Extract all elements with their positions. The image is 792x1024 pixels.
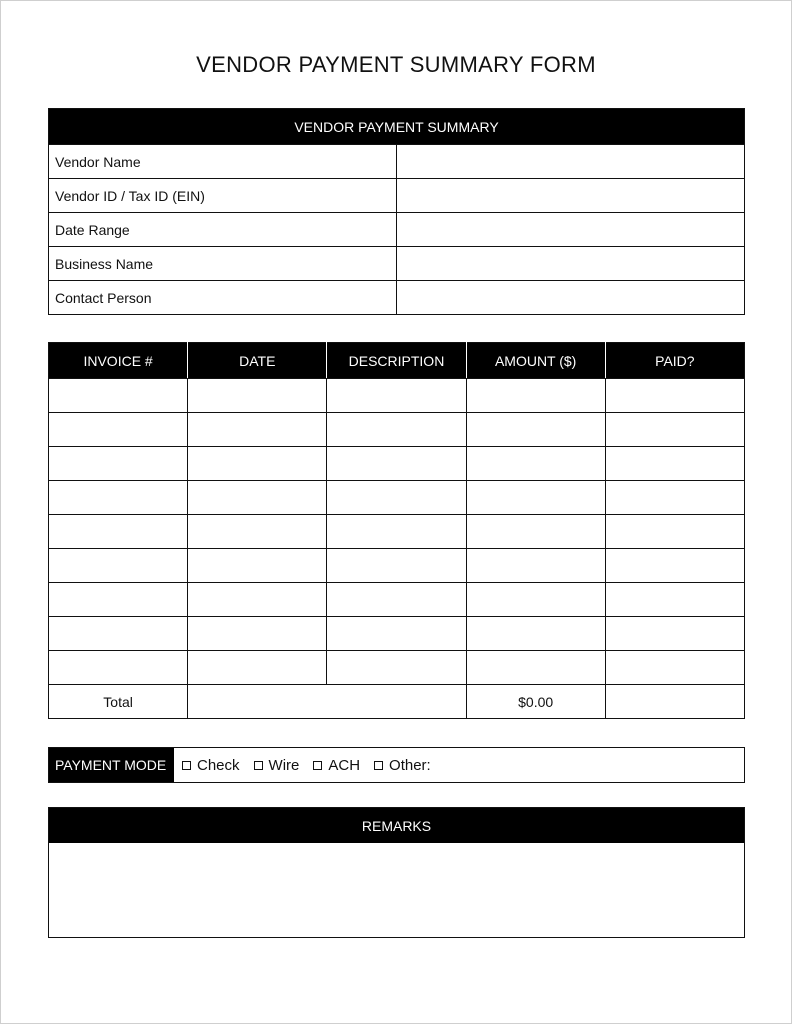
date-range-label: Date Range xyxy=(49,213,397,247)
amount-cell[interactable] xyxy=(466,413,605,447)
summary-row xyxy=(49,179,745,213)
invoice-table xyxy=(48,342,745,719)
payment-option-label: Other: xyxy=(389,756,431,774)
table-row xyxy=(49,515,745,549)
remarks-header: REMARKS xyxy=(49,808,744,843)
date-cell[interactable] xyxy=(188,651,327,685)
amount-cell[interactable] xyxy=(466,651,605,685)
table-row xyxy=(49,413,745,447)
description-cell[interactable] xyxy=(327,413,466,447)
payment-mode-label: PAYMENT MODE xyxy=(49,748,174,782)
description-cell[interactable] xyxy=(327,651,466,685)
invoice-number-cell[interactable] xyxy=(49,549,188,583)
payment-option-other[interactable] xyxy=(374,757,431,774)
amount-cell[interactable] xyxy=(466,515,605,549)
paid-cell[interactable] xyxy=(605,583,744,617)
column-header-paid: PAID? xyxy=(605,343,744,379)
paid-cell[interactable] xyxy=(605,413,744,447)
paid-cell[interactable] xyxy=(605,549,744,583)
paid-cell[interactable] xyxy=(605,447,744,481)
vendor-id-label: Vendor ID / Tax ID (EIN) xyxy=(49,179,397,213)
date-cell[interactable] xyxy=(188,447,327,481)
date-cell[interactable] xyxy=(188,583,327,617)
checkbox-icon[interactable] xyxy=(254,761,263,770)
paid-cell[interactable] xyxy=(605,481,744,515)
date-cell[interactable] xyxy=(188,413,327,447)
description-cell[interactable] xyxy=(327,549,466,583)
invoice-number-cell[interactable] xyxy=(49,515,188,549)
column-header-invoice: INVOICE # xyxy=(49,343,188,379)
description-cell[interactable] xyxy=(327,617,466,651)
business-name-field[interactable] xyxy=(397,247,745,281)
amount-cell[interactable] xyxy=(466,583,605,617)
payment-option-label: Check xyxy=(197,756,240,774)
checkbox-icon[interactable] xyxy=(182,761,191,770)
invoice-number-cell[interactable] xyxy=(49,651,188,685)
vendor-id-field[interactable] xyxy=(397,179,745,213)
payment-option-wire[interactable] xyxy=(254,757,300,774)
remarks-field[interactable] xyxy=(49,843,744,938)
payment-option-ach[interactable] xyxy=(313,757,360,774)
table-row xyxy=(49,447,745,481)
form-title: VENDOR PAYMENT SUMMARY FORM xyxy=(196,52,596,77)
invoice-number-cell[interactable] xyxy=(49,481,188,515)
paid-cell[interactable] xyxy=(605,379,744,413)
vendor-summary-table xyxy=(48,108,745,315)
table-row xyxy=(49,481,745,515)
total-label: Total xyxy=(49,685,188,719)
remarks-section xyxy=(48,807,745,938)
description-cell[interactable] xyxy=(327,481,466,515)
vendor-name-field[interactable] xyxy=(397,145,745,179)
table-row xyxy=(49,583,745,617)
contact-person-label: Contact Person xyxy=(49,281,397,315)
total-amount: $0.00 xyxy=(466,685,605,719)
payment-option-check[interactable] xyxy=(182,757,240,774)
description-cell[interactable] xyxy=(327,515,466,549)
description-cell[interactable] xyxy=(327,447,466,481)
column-header-date: DATE xyxy=(188,343,327,379)
payment-option-label: Wire xyxy=(268,756,300,774)
amount-cell[interactable] xyxy=(466,617,605,651)
total-blank-cell xyxy=(188,685,466,719)
invoice-number-cell[interactable] xyxy=(49,413,188,447)
date-cell[interactable] xyxy=(188,549,327,583)
summary-header: VENDOR PAYMENT SUMMARY xyxy=(49,109,745,145)
amount-cell[interactable] xyxy=(466,481,605,515)
date-cell[interactable] xyxy=(188,481,327,515)
paid-cell[interactable] xyxy=(605,651,744,685)
column-header-amount: AMOUNT ($) xyxy=(466,343,605,379)
table-row xyxy=(49,617,745,651)
invoice-number-cell[interactable] xyxy=(49,447,188,481)
description-cell[interactable] xyxy=(327,583,466,617)
date-cell[interactable] xyxy=(188,617,327,651)
summary-row xyxy=(49,247,745,281)
contact-person-field[interactable] xyxy=(397,281,745,315)
amount-cell[interactable] xyxy=(466,549,605,583)
invoice-number-cell[interactable] xyxy=(49,379,188,413)
invoice-number-cell[interactable] xyxy=(49,583,188,617)
total-paid-cell[interactable] xyxy=(605,685,744,719)
vendor-name-label: Vendor Name xyxy=(49,145,397,179)
date-cell[interactable] xyxy=(188,515,327,549)
summary-row xyxy=(49,213,745,247)
description-cell[interactable] xyxy=(327,379,466,413)
payment-mode-row xyxy=(48,747,745,783)
summary-row xyxy=(49,281,745,315)
paid-cell[interactable] xyxy=(605,515,744,549)
paid-cell[interactable] xyxy=(605,617,744,651)
checkbox-icon[interactable] xyxy=(374,761,383,770)
table-row xyxy=(49,651,745,685)
column-header-description: DESCRIPTION xyxy=(327,343,466,379)
date-cell[interactable] xyxy=(188,379,327,413)
date-range-field[interactable] xyxy=(397,213,745,247)
total-row xyxy=(49,685,745,719)
table-row xyxy=(49,549,745,583)
table-row xyxy=(49,379,745,413)
business-name-label: Business Name xyxy=(49,247,397,281)
summary-row xyxy=(49,145,745,179)
payment-option-label: ACH xyxy=(328,756,361,774)
amount-cell[interactable] xyxy=(466,447,605,481)
invoice-number-cell[interactable] xyxy=(49,617,188,651)
checkbox-icon[interactable] xyxy=(313,761,322,770)
amount-cell[interactable] xyxy=(466,379,605,413)
